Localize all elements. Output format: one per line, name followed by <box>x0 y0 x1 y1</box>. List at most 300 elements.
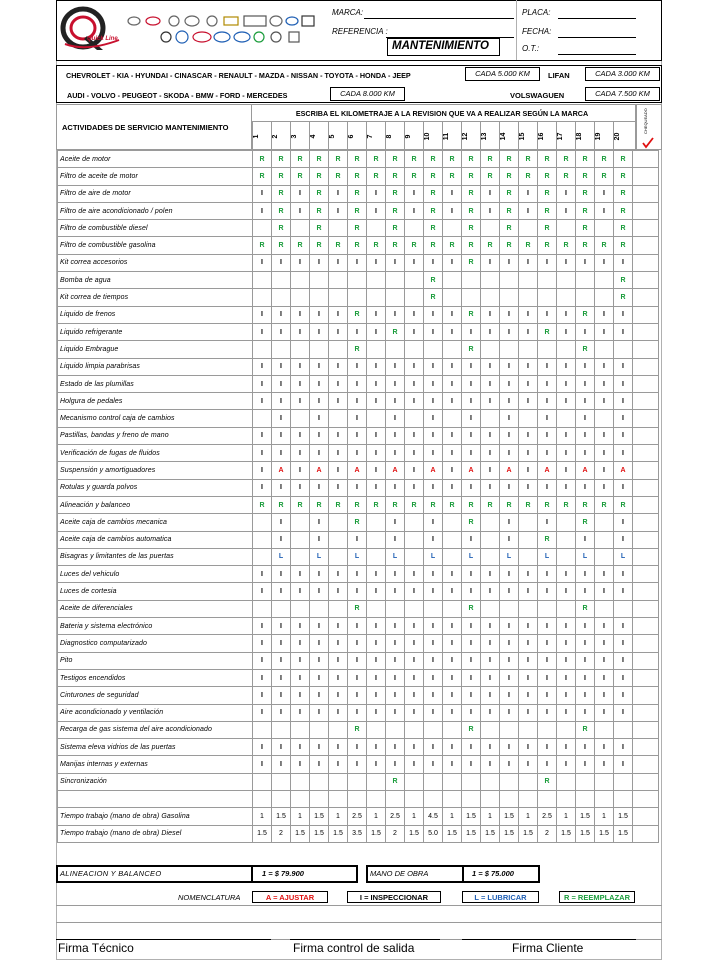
maintenance-cell[interactable]: I <box>443 566 462 583</box>
maintenance-cell[interactable]: R <box>405 151 424 168</box>
maintenance-cell[interactable]: R <box>348 220 367 237</box>
maintenance-cell[interactable] <box>386 289 405 306</box>
maintenance-cell[interactable]: R <box>424 151 443 168</box>
maintenance-cell[interactable]: I <box>291 358 310 375</box>
maintenance-cell[interactable] <box>519 721 538 738</box>
checked-cell[interactable] <box>633 496 659 513</box>
checked-cell[interactable] <box>633 445 659 462</box>
maintenance-cell[interactable] <box>538 272 557 289</box>
maintenance-cell[interactable]: I <box>538 393 557 410</box>
maintenance-cell[interactable]: I <box>253 652 272 669</box>
maintenance-cell[interactable]: R <box>291 496 310 513</box>
maintenance-cell[interactable]: I <box>443 756 462 773</box>
maintenance-cell[interactable]: I <box>291 427 310 444</box>
maintenance-cell[interactable]: I <box>462 375 481 392</box>
maintenance-cell[interactable] <box>557 410 576 427</box>
maintenance-cell[interactable]: I <box>424 635 443 652</box>
maintenance-cell[interactable] <box>462 289 481 306</box>
maintenance-cell[interactable] <box>443 721 462 738</box>
maintenance-cell[interactable]: R <box>595 151 614 168</box>
maintenance-cell[interactable] <box>329 514 348 531</box>
maintenance-cell[interactable]: I <box>310 323 329 340</box>
maintenance-cell[interactable]: I <box>405 323 424 340</box>
maintenance-cell[interactable] <box>614 341 633 358</box>
maintenance-cell[interactable]: I <box>519 756 538 773</box>
maintenance-cell[interactable] <box>519 600 538 617</box>
maintenance-cell[interactable] <box>519 773 538 790</box>
maintenance-cell[interactable]: L <box>462 548 481 565</box>
checked-cell[interactable] <box>633 773 659 790</box>
maintenance-cell[interactable]: I <box>519 739 538 756</box>
maintenance-cell[interactable]: I <box>519 635 538 652</box>
maintenance-cell[interactable]: R <box>614 272 633 289</box>
maintenance-cell[interactable]: I <box>500 704 519 721</box>
maintenance-cell[interactable]: I <box>329 618 348 635</box>
maintenance-cell[interactable]: I <box>253 358 272 375</box>
maintenance-cell[interactable]: R <box>462 496 481 513</box>
maintenance-cell[interactable]: I <box>519 669 538 686</box>
maintenance-cell[interactable]: I <box>443 427 462 444</box>
maintenance-cell[interactable]: I <box>272 323 291 340</box>
maintenance-cell[interactable]: I <box>329 687 348 704</box>
maintenance-cell[interactable]: I <box>405 669 424 686</box>
maintenance-cell[interactable] <box>424 721 443 738</box>
maintenance-cell[interactable]: I <box>462 358 481 375</box>
maintenance-cell[interactable] <box>424 773 443 790</box>
maintenance-cell[interactable]: R <box>310 220 329 237</box>
maintenance-cell[interactable]: R <box>348 514 367 531</box>
maintenance-cell[interactable] <box>557 341 576 358</box>
maintenance-cell[interactable]: I <box>481 669 500 686</box>
maintenance-cell[interactable]: I <box>424 514 443 531</box>
maintenance-cell[interactable]: I <box>310 687 329 704</box>
maintenance-cell[interactable]: I <box>367 566 386 583</box>
maintenance-cell[interactable] <box>367 600 386 617</box>
maintenance-cell[interactable]: R <box>519 168 538 185</box>
maintenance-cell[interactable] <box>272 721 291 738</box>
maintenance-cell[interactable]: I <box>424 427 443 444</box>
maintenance-cell[interactable]: I <box>557 462 576 479</box>
maintenance-cell[interactable]: I <box>500 393 519 410</box>
maintenance-cell[interactable] <box>595 514 614 531</box>
maintenance-cell[interactable]: I <box>443 652 462 669</box>
maintenance-cell[interactable]: I <box>500 514 519 531</box>
maintenance-cell[interactable]: I <box>557 618 576 635</box>
maintenance-cell[interactable] <box>253 548 272 565</box>
maintenance-cell[interactable]: I <box>367 306 386 323</box>
maintenance-cell[interactable] <box>405 289 424 306</box>
maintenance-cell[interactable] <box>595 773 614 790</box>
maintenance-cell[interactable]: I <box>405 583 424 600</box>
maintenance-cell[interactable]: I <box>310 427 329 444</box>
checked-cell[interactable] <box>633 721 659 738</box>
maintenance-cell[interactable]: I <box>348 583 367 600</box>
maintenance-cell[interactable]: I <box>310 531 329 548</box>
maintenance-cell[interactable]: I <box>386 704 405 721</box>
maintenance-cell[interactable]: R <box>557 168 576 185</box>
maintenance-cell[interactable]: I <box>462 531 481 548</box>
maintenance-cell[interactable]: I <box>272 393 291 410</box>
maintenance-cell[interactable]: R <box>538 168 557 185</box>
checked-cell[interactable] <box>633 151 659 168</box>
maintenance-cell[interactable]: I <box>272 756 291 773</box>
maintenance-cell[interactable] <box>405 600 424 617</box>
maintenance-cell[interactable]: I <box>348 704 367 721</box>
maintenance-cell[interactable]: I <box>253 566 272 583</box>
maintenance-cell[interactable] <box>253 341 272 358</box>
maintenance-cell[interactable]: R <box>310 496 329 513</box>
maintenance-cell[interactable]: I <box>443 358 462 375</box>
maintenance-cell[interactable]: I <box>405 566 424 583</box>
maintenance-cell[interactable] <box>481 548 500 565</box>
maintenance-cell[interactable] <box>291 341 310 358</box>
maintenance-cell[interactable]: I <box>272 618 291 635</box>
maintenance-cell[interactable] <box>329 289 348 306</box>
maintenance-cell[interactable]: R <box>443 168 462 185</box>
checked-cell[interactable] <box>633 393 659 410</box>
maintenance-cell[interactable]: I <box>367 687 386 704</box>
maintenance-cell[interactable]: I <box>614 652 633 669</box>
maintenance-cell[interactable]: I <box>386 618 405 635</box>
maintenance-cell[interactable]: I <box>576 618 595 635</box>
maintenance-cell[interactable]: L <box>576 548 595 565</box>
maintenance-cell[interactable]: R <box>348 341 367 358</box>
maintenance-cell[interactable]: I <box>310 410 329 427</box>
maintenance-cell[interactable]: I <box>500 756 519 773</box>
maintenance-cell[interactable]: A <box>272 462 291 479</box>
maintenance-cell[interactable] <box>500 289 519 306</box>
maintenance-cell[interactable]: I <box>367 618 386 635</box>
maintenance-cell[interactable]: R <box>462 514 481 531</box>
maintenance-cell[interactable] <box>253 272 272 289</box>
maintenance-cell[interactable]: I <box>576 323 595 340</box>
maintenance-cell[interactable]: R <box>348 168 367 185</box>
maintenance-cell[interactable]: I <box>424 583 443 600</box>
maintenance-cell[interactable]: I <box>500 445 519 462</box>
maintenance-cell[interactable] <box>519 531 538 548</box>
maintenance-cell[interactable]: I <box>405 202 424 219</box>
maintenance-cell[interactable] <box>405 410 424 427</box>
maintenance-cell[interactable]: I <box>367 393 386 410</box>
maintenance-cell[interactable] <box>329 220 348 237</box>
maintenance-cell[interactable]: I <box>538 479 557 496</box>
maintenance-cell[interactable]: R <box>329 151 348 168</box>
maintenance-cell[interactable]: R <box>272 151 291 168</box>
maintenance-cell[interactable]: I <box>253 427 272 444</box>
maintenance-cell[interactable] <box>576 289 595 306</box>
maintenance-cell[interactable]: I <box>310 514 329 531</box>
maintenance-cell[interactable]: I <box>424 739 443 756</box>
maintenance-cell[interactable]: R <box>538 531 557 548</box>
maintenance-cell[interactable]: R <box>272 185 291 202</box>
maintenance-cell[interactable]: R <box>519 151 538 168</box>
maintenance-cell[interactable]: I <box>253 739 272 756</box>
checked-cell[interactable] <box>633 566 659 583</box>
maintenance-cell[interactable]: R <box>519 496 538 513</box>
maintenance-cell[interactable] <box>291 289 310 306</box>
maintenance-cell[interactable]: I <box>557 756 576 773</box>
maintenance-cell[interactable]: I <box>329 479 348 496</box>
maintenance-cell[interactable]: I <box>614 531 633 548</box>
maintenance-cell[interactable]: I <box>519 427 538 444</box>
maintenance-cell[interactable]: R <box>367 237 386 254</box>
maintenance-cell[interactable]: I <box>291 462 310 479</box>
maintenance-cell[interactable]: I <box>538 514 557 531</box>
maintenance-cell[interactable] <box>576 773 595 790</box>
maintenance-cell[interactable]: I <box>310 669 329 686</box>
maintenance-cell[interactable]: I <box>481 427 500 444</box>
maintenance-cell[interactable]: I <box>481 739 500 756</box>
maintenance-cell[interactable]: I <box>443 254 462 271</box>
maintenance-cell[interactable] <box>443 600 462 617</box>
checked-cell[interactable] <box>633 479 659 496</box>
maintenance-cell[interactable]: I <box>291 756 310 773</box>
maintenance-cell[interactable]: I <box>595 635 614 652</box>
maintenance-cell[interactable]: I <box>614 375 633 392</box>
maintenance-cell[interactable]: R <box>386 496 405 513</box>
maintenance-cell[interactable]: I <box>272 445 291 462</box>
maintenance-cell[interactable]: I <box>481 462 500 479</box>
maintenance-cell[interactable]: I <box>386 583 405 600</box>
maintenance-cell[interactable]: I <box>272 652 291 669</box>
maintenance-cell[interactable]: I <box>443 185 462 202</box>
maintenance-cell[interactable] <box>519 514 538 531</box>
maintenance-cell[interactable] <box>519 341 538 358</box>
maintenance-cell[interactable] <box>310 289 329 306</box>
maintenance-cell[interactable]: I <box>367 583 386 600</box>
maintenance-cell[interactable] <box>519 548 538 565</box>
maintenance-cell[interactable]: R <box>405 168 424 185</box>
maintenance-cell[interactable]: I <box>405 306 424 323</box>
maintenance-cell[interactable] <box>291 773 310 790</box>
maintenance-cell[interactable]: I <box>329 323 348 340</box>
maintenance-cell[interactable]: I <box>462 427 481 444</box>
maintenance-cell[interactable]: R <box>348 496 367 513</box>
maintenance-cell[interactable]: A <box>500 462 519 479</box>
maintenance-cell[interactable]: I <box>519 254 538 271</box>
maintenance-cell[interactable] <box>557 220 576 237</box>
maintenance-cell[interactable]: I <box>253 323 272 340</box>
maintenance-cell[interactable]: I <box>310 479 329 496</box>
maintenance-cell[interactable]: I <box>462 583 481 600</box>
maintenance-cell[interactable]: I <box>424 445 443 462</box>
maintenance-cell[interactable]: I <box>595 462 614 479</box>
maintenance-cell[interactable]: I <box>424 669 443 686</box>
maintenance-cell[interactable]: R <box>272 237 291 254</box>
maintenance-cell[interactable]: I <box>424 358 443 375</box>
maintenance-cell[interactable]: I <box>367 254 386 271</box>
maintenance-cell[interactable]: I <box>291 687 310 704</box>
maintenance-cell[interactable] <box>500 721 519 738</box>
maintenance-cell[interactable]: I <box>367 445 386 462</box>
maintenance-cell[interactable]: I <box>291 185 310 202</box>
checked-cell[interactable] <box>633 185 659 202</box>
maintenance-cell[interactable]: I <box>519 306 538 323</box>
maintenance-cell[interactable]: I <box>614 687 633 704</box>
maintenance-cell[interactable] <box>367 410 386 427</box>
maintenance-cell[interactable]: R <box>272 202 291 219</box>
maintenance-cell[interactable]: R <box>253 496 272 513</box>
checked-cell[interactable] <box>633 341 659 358</box>
checked-cell[interactable] <box>633 652 659 669</box>
maintenance-cell[interactable]: I <box>367 202 386 219</box>
maintenance-cell[interactable]: I <box>500 410 519 427</box>
checked-cell[interactable] <box>633 531 659 548</box>
maintenance-cell[interactable]: I <box>424 323 443 340</box>
maintenance-cell[interactable]: R <box>291 237 310 254</box>
maintenance-cell[interactable] <box>367 272 386 289</box>
maintenance-cell[interactable]: I <box>500 635 519 652</box>
fecha-field[interactable] <box>558 37 636 38</box>
maintenance-cell[interactable]: I <box>576 704 595 721</box>
maintenance-cell[interactable]: I <box>443 479 462 496</box>
maintenance-cell[interactable] <box>291 548 310 565</box>
maintenance-cell[interactable]: R <box>576 600 595 617</box>
maintenance-cell[interactable]: I <box>272 739 291 756</box>
maintenance-cell[interactable]: I <box>614 358 633 375</box>
maintenance-cell[interactable]: I <box>386 514 405 531</box>
maintenance-cell[interactable]: I <box>272 514 291 531</box>
maintenance-cell[interactable]: I <box>462 410 481 427</box>
maintenance-cell[interactable]: I <box>443 462 462 479</box>
maintenance-cell[interactable]: I <box>443 375 462 392</box>
maintenance-cell[interactable]: I <box>557 669 576 686</box>
maintenance-cell[interactable]: I <box>310 306 329 323</box>
maintenance-cell[interactable]: I <box>557 704 576 721</box>
maintenance-cell[interactable]: I <box>481 652 500 669</box>
maintenance-cell[interactable]: I <box>557 652 576 669</box>
maintenance-cell[interactable]: R <box>500 185 519 202</box>
maintenance-cell[interactable]: I <box>614 323 633 340</box>
maintenance-cell[interactable]: I <box>481 635 500 652</box>
maintenance-cell[interactable]: I <box>405 185 424 202</box>
maintenance-cell[interactable]: I <box>538 566 557 583</box>
maintenance-cell[interactable]: I <box>272 583 291 600</box>
maintenance-cell[interactable]: I <box>310 375 329 392</box>
maintenance-cell[interactable]: I <box>443 202 462 219</box>
maintenance-cell[interactable]: I <box>595 445 614 462</box>
maintenance-cell[interactable] <box>291 514 310 531</box>
maintenance-cell[interactable]: I <box>557 687 576 704</box>
maintenance-cell[interactable]: A <box>386 462 405 479</box>
maintenance-cell[interactable] <box>386 341 405 358</box>
maintenance-cell[interactable]: L <box>500 548 519 565</box>
maintenance-cell[interactable]: R <box>424 220 443 237</box>
maintenance-cell[interactable]: R <box>386 202 405 219</box>
maintenance-cell[interactable]: R <box>462 600 481 617</box>
maintenance-cell[interactable]: I <box>614 445 633 462</box>
maintenance-cell[interactable]: I <box>500 669 519 686</box>
checked-cell[interactable] <box>633 254 659 271</box>
maintenance-cell[interactable] <box>443 531 462 548</box>
maintenance-cell[interactable] <box>595 410 614 427</box>
maintenance-cell[interactable]: I <box>405 704 424 721</box>
maintenance-cell[interactable]: R <box>538 323 557 340</box>
maintenance-cell[interactable]: I <box>253 704 272 721</box>
maintenance-cell[interactable]: I <box>614 669 633 686</box>
maintenance-cell[interactable]: I <box>272 479 291 496</box>
maintenance-cell[interactable] <box>272 272 291 289</box>
maintenance-cell[interactable] <box>576 272 595 289</box>
maintenance-cell[interactable]: I <box>500 254 519 271</box>
maintenance-cell[interactable]: I <box>310 358 329 375</box>
maintenance-cell[interactable]: I <box>595 323 614 340</box>
maintenance-cell[interactable] <box>348 272 367 289</box>
maintenance-cell[interactable]: I <box>310 756 329 773</box>
maintenance-cell[interactable]: I <box>481 566 500 583</box>
maintenance-cell[interactable]: A <box>614 462 633 479</box>
maintenance-cell[interactable]: I <box>481 185 500 202</box>
maintenance-cell[interactable]: I <box>481 583 500 600</box>
maintenance-cell[interactable]: I <box>386 306 405 323</box>
maintenance-cell[interactable]: I <box>519 393 538 410</box>
maintenance-cell[interactable]: I <box>386 635 405 652</box>
maintenance-cell[interactable]: R <box>462 151 481 168</box>
maintenance-cell[interactable]: R <box>614 496 633 513</box>
maintenance-cell[interactable] <box>272 773 291 790</box>
maintenance-cell[interactable]: I <box>348 393 367 410</box>
maintenance-cell[interactable]: I <box>481 254 500 271</box>
maintenance-cell[interactable] <box>348 773 367 790</box>
maintenance-cell[interactable]: I <box>538 445 557 462</box>
maintenance-cell[interactable]: I <box>310 445 329 462</box>
maintenance-cell[interactable]: I <box>595 479 614 496</box>
maintenance-cell[interactable]: R <box>576 341 595 358</box>
maintenance-cell[interactable] <box>481 289 500 306</box>
maintenance-cell[interactable]: I <box>386 669 405 686</box>
maintenance-cell[interactable]: I <box>500 306 519 323</box>
maintenance-cell[interactable] <box>519 220 538 237</box>
maintenance-cell[interactable]: I <box>329 306 348 323</box>
maintenance-cell[interactable] <box>443 514 462 531</box>
maintenance-cell[interactable]: I <box>348 358 367 375</box>
maintenance-cell[interactable] <box>557 514 576 531</box>
maintenance-cell[interactable] <box>310 341 329 358</box>
maintenance-cell[interactable]: R <box>424 237 443 254</box>
placa-field[interactable] <box>558 18 636 19</box>
maintenance-cell[interactable]: R <box>348 721 367 738</box>
maintenance-cell[interactable]: R <box>405 237 424 254</box>
maintenance-cell[interactable]: I <box>253 635 272 652</box>
maintenance-cell[interactable]: I <box>405 652 424 669</box>
checked-cell[interactable] <box>633 635 659 652</box>
maintenance-cell[interactable]: I <box>253 618 272 635</box>
maintenance-cell[interactable]: I <box>348 479 367 496</box>
maintenance-cell[interactable]: I <box>367 739 386 756</box>
maintenance-cell[interactable]: I <box>367 462 386 479</box>
maintenance-cell[interactable] <box>291 531 310 548</box>
maintenance-cell[interactable]: I <box>538 410 557 427</box>
maintenance-cell[interactable]: I <box>348 323 367 340</box>
maintenance-cell[interactable]: R <box>557 151 576 168</box>
maintenance-cell[interactable]: L <box>614 548 633 565</box>
maintenance-cell[interactable]: I <box>557 566 576 583</box>
maintenance-cell[interactable] <box>557 600 576 617</box>
maintenance-cell[interactable] <box>272 341 291 358</box>
maintenance-cell[interactable]: I <box>538 306 557 323</box>
maintenance-cell[interactable]: I <box>519 375 538 392</box>
maintenance-cell[interactable] <box>253 773 272 790</box>
maintenance-cell[interactable]: I <box>291 669 310 686</box>
maintenance-cell[interactable]: I <box>367 669 386 686</box>
maintenance-cell[interactable]: I <box>576 375 595 392</box>
maintenance-cell[interactable]: R <box>614 202 633 219</box>
maintenance-cell[interactable] <box>386 272 405 289</box>
maintenance-cell[interactable]: I <box>500 687 519 704</box>
checked-cell[interactable] <box>633 514 659 531</box>
maintenance-cell[interactable]: I <box>538 583 557 600</box>
maintenance-cell[interactable]: I <box>481 756 500 773</box>
